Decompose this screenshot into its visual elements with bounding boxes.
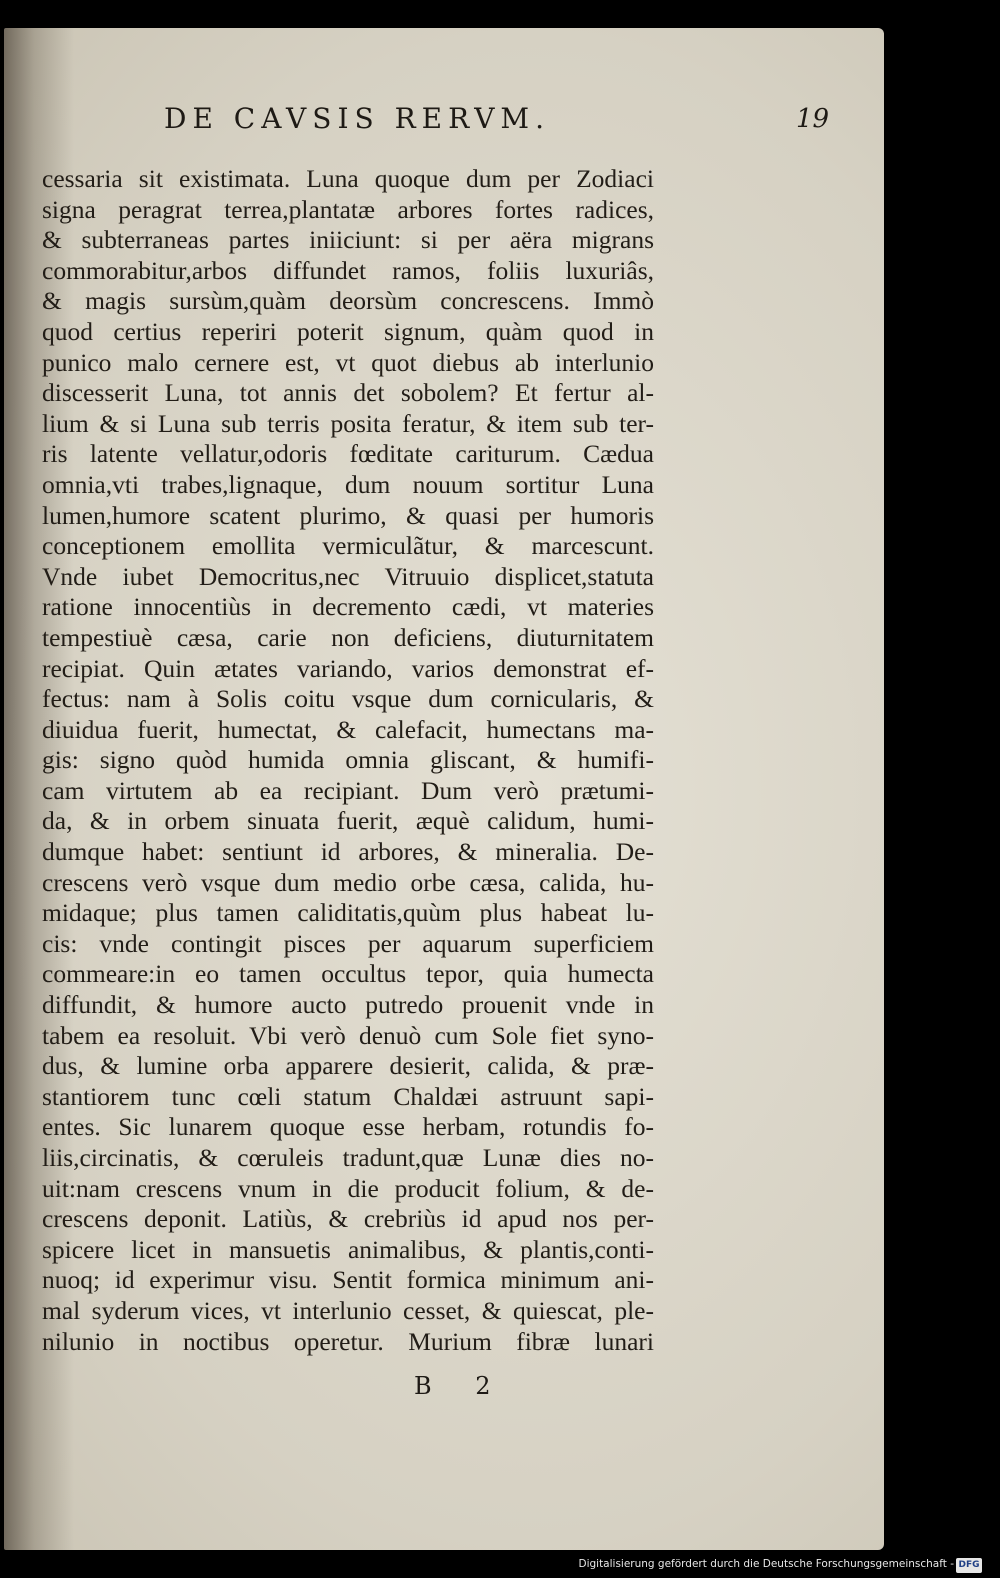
text-line: tabem ea resoluit. Vbi verò denuò cum Sole fiet syno- [42, 1020, 654, 1050]
text-line: dus, & lumine orba apparere desierit, calida, & præ- [42, 1051, 654, 1081]
text-line: nuoq; id experimur visu. Sentit formica minimum ani- [42, 1265, 654, 1295]
text-line: conceptionem emollita vermiculãtur, & marcescunt. [42, 531, 654, 561]
text-line: ratione innocentiùs in decremento cædi, vt materies [42, 592, 654, 622]
text-line: commorabitur,arbos diffundet ramos, foliis luxuriâs, [42, 255, 654, 285]
text-line: cis: vnde contingit pisces per aquarum superficiem [42, 928, 654, 958]
text-line: Vnde iubet Democritus,nec Vitruuio displicet,statuta [42, 561, 654, 591]
text-line: ris latente vellatur,odoris fœditate cariturum. Cædua [42, 439, 654, 469]
text-line: commeare:in eo tamen occultus tepor, quia humecta [42, 959, 654, 989]
book-page [4, 28, 884, 1550]
text-line: midaque; plus tamen caliditatis,quùm plus habeat lu- [42, 898, 654, 928]
text-line: discesserit Luna, tot annis det sobolem? Et fertur al- [42, 378, 654, 408]
text-line: da, & in orbem sinuata fuerit, æquè calidum, humi- [42, 806, 654, 836]
text-line: cessaria sit existimata. Luna quoque dum per Zodiaci [42, 164, 654, 193]
text-line: fectus: nam à Solis coitu vsque dum cornicularis, & [42, 684, 654, 714]
text-line: & subterraneas partes iniiciunt: si per aëra migrans [42, 225, 654, 255]
text-line: crescens verò vsque dum medio orbe cæsa, calida, hu- [42, 867, 654, 897]
text-line: stantiorem tunc cœli statum Chaldæi astruunt sapi- [42, 1081, 654, 1111]
signature-mark: B 2 [414, 1372, 509, 1400]
text-line: punico malo cernere est, vt quot diebus ab interlunio [42, 347, 654, 377]
text-line: entes. Sic lunarem quoque esse herbam, rotundis fo- [42, 1112, 654, 1142]
text-line: lumen,humore scatent plurimo, & quasi per humoris [42, 500, 654, 530]
text-line: quod certius reperiri poterit signum, quàm quod in [42, 316, 654, 346]
text-line: diffundit, & humore aucto putredo prouenit vnde in [42, 990, 654, 1020]
text-line: spicere licet in mansuetis animalibus, & plantis,conti- [42, 1234, 654, 1264]
text-line: recipiat. Quin ætates variando, varios demonstrat ef- [42, 653, 654, 683]
dfg-logo: DFG [956, 1558, 982, 1573]
page-number: 19 [796, 104, 830, 134]
digitization-credit: Digitalisierung gefördert durch die Deutsche Forschungsgemeinschaft - [578, 1558, 954, 1570]
text-line: nilunio in noctibus operetur. Murium fibræ lunari [42, 1326, 654, 1356]
text-line: dumque habet: sentiunt id arbores, & mineralia. De- [42, 837, 654, 867]
text-body [42, 164, 654, 1357]
text-line: signa peragrat terrea,plantatæ arbores fortes radices, [42, 194, 654, 224]
text-line: cam virtutem ab ea recipiant. Dum verò prætumi- [42, 775, 654, 805]
text-line: uit:nam crescens vnum in die producit folium, & de- [42, 1173, 654, 1203]
text-line: gis: signo quòd humida omnia gliscant, & humifi- [42, 745, 654, 775]
text-line: liis,circinatis, & cœruleis tradunt,quæ Lunæ dies no- [42, 1143, 654, 1172]
text-line: crescens deponit. Latiùs, & crebriùs id apud nos per- [42, 1204, 654, 1234]
text-line: omnia,vti trabes,lignaque, dum nouum sortitur Luna [42, 469, 654, 499]
text-line: mal syderum vices, vt interlunio cesset, & quiescat, ple- [42, 1295, 654, 1325]
text-line: & magis sursùm,quàm deorsùm concrescens. Immò [42, 286, 654, 316]
text-line: diuidua fuerit, humectat, & calefacit, humectans ma- [42, 714, 654, 744]
text-line: tempestiuè cæsa, carie non deficiens, diuturnitatem [42, 622, 654, 652]
running-title: DE CAVSIS RERVM. [164, 102, 550, 135]
text-line: lium & si Luna sub terris posita feratur, & item sub ter- [42, 408, 654, 438]
